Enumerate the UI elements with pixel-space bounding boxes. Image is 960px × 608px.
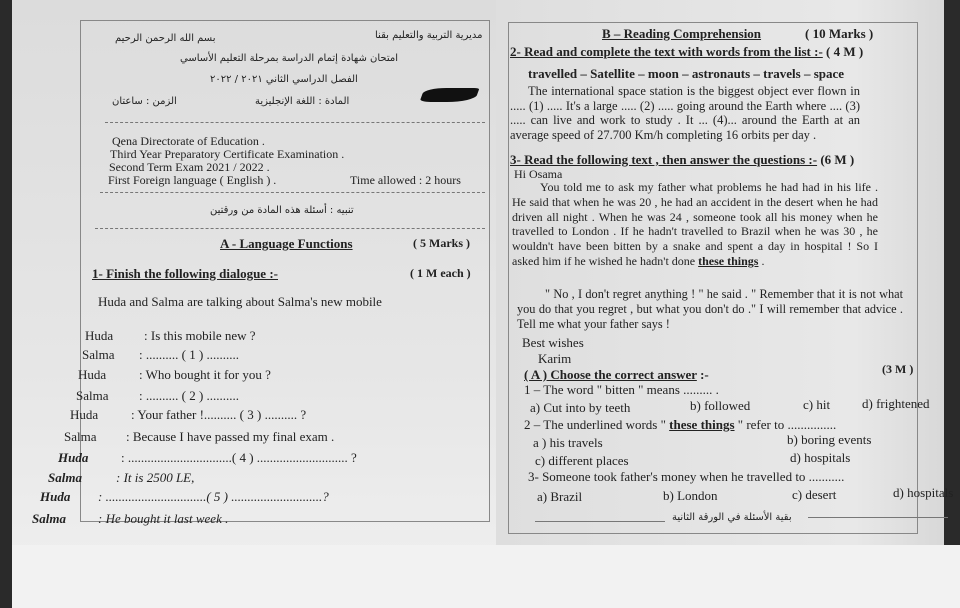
option: d) hospitals <box>893 485 954 500</box>
letter-text: You told me to ask my father what problems he had had in his life . He said that when he was 20 , he had an accident in the desert when he had driven all night . When he was 24 , someone took all his money when he travelled to London . If he hadn't travelled to Brazil when he was 30 , he wouldn't have been bitten by a snake and spent a day in hospital ! So I asked him if he wished he hadn't done <box>512 180 878 268</box>
option: b) London <box>663 488 718 503</box>
dialogue-line: : It is 2500 LE, <box>116 470 195 485</box>
q-underlined: these things <box>669 417 735 432</box>
question-2 <box>524 417 836 433</box>
word-list: travelled – Satellite – moon – astronauts – travels – space <box>528 66 845 81</box>
option: b) boring events <box>787 432 872 447</box>
dialogue-line: : Your father !.......... ( 3 ) .......... ? <box>131 407 307 422</box>
letter-paragraph-1 <box>512 180 878 269</box>
ar-subject: المادة : اللغة الإنجليزية <box>255 96 350 107</box>
qa-marks: (3 M ) <box>882 362 914 376</box>
section-a-marks: ( 5 Marks ) <box>413 236 470 250</box>
speaker-name: Salma <box>48 470 82 485</box>
q2-title-text: 2- Read and complete the text with words from the list :- <box>510 44 823 59</box>
dialogue-line: : Because I have passed my final exam . <box>126 429 335 444</box>
en-header-1: Qena Directorate of Education . <box>112 134 265 148</box>
dialogue-line: : Is this mobile new ? <box>144 328 256 343</box>
q2-text: The international space station is the biggest object ever flown in ..... (1) ..... It's a large ..... (2) ..... going around the Earth where .... (3) ..... can live and work to study . It ... (4)... around the Earth at an average speed of 27.700 Km/h completing 16 orbits per day . <box>510 84 860 142</box>
ar-directorate: مديرية التربية والتعليم بقنا <box>375 30 483 41</box>
greeting: Hi Osama <box>514 167 563 181</box>
option: a) Brazil <box>537 489 583 504</box>
option: c) different places <box>535 453 629 468</box>
option: c) desert <box>792 487 837 502</box>
section-b-marks: ( 10 Marks ) <box>805 26 874 41</box>
letter-paragraph-2: " No , I don't regret anything ! " he said . " Remember that it is not what you do that you regret , but what you don't do ." I will remember that advice . Tell me what your father says ! <box>517 287 903 331</box>
qa-suffix: :- <box>696 367 709 382</box>
question-1: 1 – The word " bitten " means ......... . <box>524 382 719 397</box>
en-header-3: Second Term Exam 2021 / 2022 . <box>109 160 270 174</box>
q1-marks: ( 1 M each ) <box>410 266 471 280</box>
signature: Karim <box>538 351 572 366</box>
speaker-name: Salma <box>32 511 66 526</box>
speaker-name: Huda <box>40 489 71 504</box>
divider <box>808 517 948 518</box>
letter-text-end: . <box>758 253 765 268</box>
ar-time: الزمن : ساعتان <box>112 96 177 107</box>
divider <box>105 122 485 123</box>
dialogue-intro: Huda and Salma are talking about Salma's new mobile <box>98 294 382 309</box>
q-text: " refer to ............... <box>734 417 837 432</box>
ar-note: تنبيه : أسئلة هذه المادة من ورقتين <box>210 205 354 216</box>
speaker-name: Salma <box>64 429 97 444</box>
option: b) followed <box>690 398 751 413</box>
option: a) Cut into by teeth <box>530 400 631 415</box>
option: c) hit <box>803 397 831 412</box>
dialogue-line: : .......... ( 1 ) .......... <box>139 347 240 362</box>
speaker-name: Salma <box>82 347 115 362</box>
q2-title <box>510 44 863 60</box>
footer-note: بقية الأسئلة في الورقة الثانية <box>672 512 792 523</box>
option: d) hospitals <box>790 450 851 465</box>
q3-title <box>510 152 854 168</box>
ar-term: الفصل الدراسي الثاني ٢٠٢١ / ٢٠٢٢ <box>210 74 358 85</box>
speaker-name: Salma <box>76 388 109 403</box>
sign-off: Best wishes <box>522 335 584 350</box>
divider <box>535 521 665 522</box>
dialogue-line: : Who bought it for you ? <box>139 367 271 382</box>
dialogue-line: : .......... ( 2 ) .......... <box>139 388 240 403</box>
option: a ) his travels <box>533 435 603 450</box>
speaker-name: Huda <box>78 367 107 382</box>
dialogue-line: : ...............................( 5 ) ............................? <box>98 489 329 504</box>
table-surface <box>12 545 960 608</box>
q-text: 2 – The underlined words " <box>524 417 670 432</box>
en-header-2: Third Year Preparatory Certificate Examination . <box>110 147 345 161</box>
ar-basmala: بسم الله الرحمن الرحيم <box>115 33 216 44</box>
speaker-name: Huda <box>85 328 114 343</box>
q3-title-text: 3- Read the following text , then answer the questions :- <box>510 152 818 167</box>
question-3: 3- Someone took father's money when he travelled to ........... <box>528 469 845 484</box>
option: d) frightened <box>862 396 930 411</box>
time-allowed: Time allowed : 2 hours <box>350 173 461 187</box>
underlined-words: these things <box>698 253 759 268</box>
speaker-name: Huda <box>70 407 99 422</box>
ar-exam: امتحان شهادة إتمام الدراسة بمرحلة التعليم الأساسي <box>180 53 399 64</box>
qa-title: ( A ) Choose the correct answer <box>524 367 697 382</box>
dialogue-line: : He bought it last week . <box>98 511 229 526</box>
dialogue-line: : ................................( 4 ) ............................ ? <box>121 450 357 465</box>
divider <box>100 192 485 193</box>
q1-title: 1- Finish the following dialogue :- <box>92 266 278 281</box>
en-header-4: First Foreign language ( English ) . <box>108 173 277 187</box>
q2-marks: ( 4 M ) <box>826 44 864 59</box>
section-b-title: B – Reading Comprehension <box>602 26 762 41</box>
q3-marks: (6 M ) <box>820 152 855 167</box>
section-a-title: A - Language Functions <box>220 236 353 251</box>
divider <box>95 228 485 229</box>
speaker-name: Huda <box>58 450 89 465</box>
